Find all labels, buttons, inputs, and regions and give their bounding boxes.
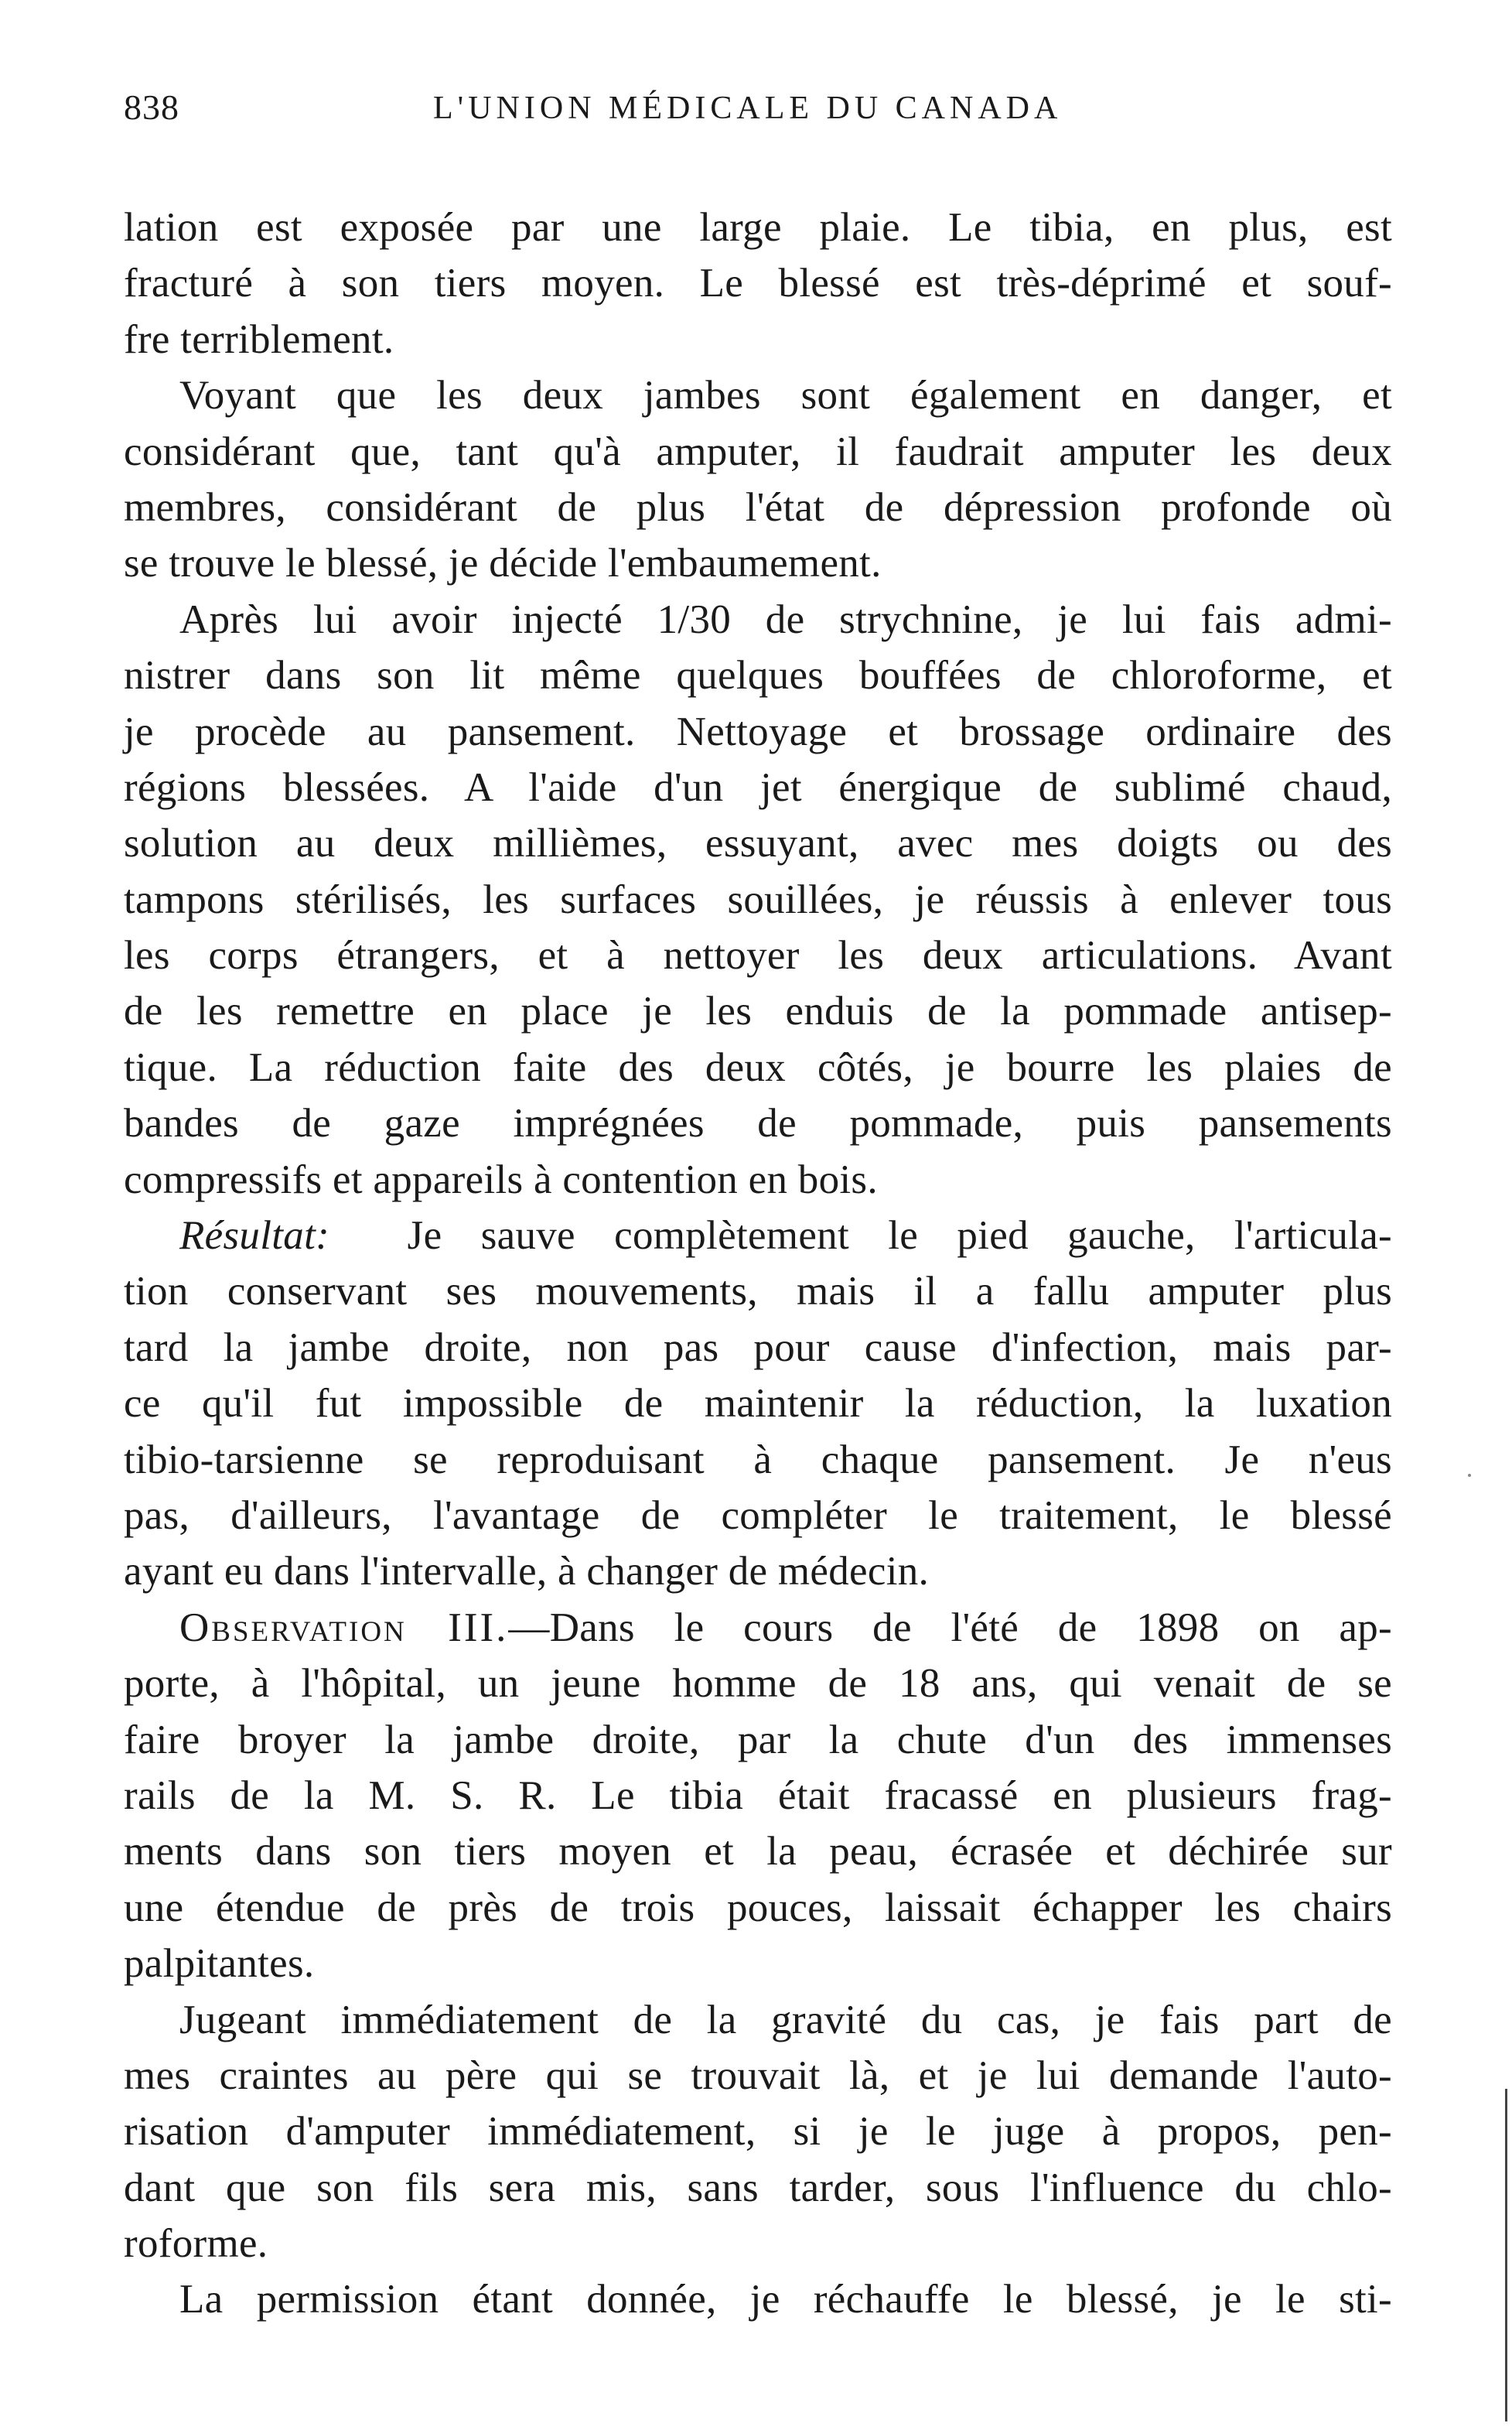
text-line: Jugeant immédiatement de la gravité du cas, je fais part de xyxy=(179,1997,1392,2042)
text-line: palpitantes. xyxy=(124,1941,315,1987)
text-line: tion conservant ses mouvements, mais il a fallu amputer plus xyxy=(124,1269,1392,1314)
resultat-label: Résultat: xyxy=(179,1213,330,1259)
text-line: fre terriblement. xyxy=(124,316,394,362)
text-line: risation d'amputer immédiatement, si je le juge à propos, pen- xyxy=(124,2109,1392,2155)
text-line: dant que son fils sera mis, sans tarder, sous l'influence du chlo- xyxy=(124,2165,1392,2210)
text-line: solution au deux millièmes, essuyant, avec mes doigts ou des xyxy=(124,821,1392,866)
text-line: bandes de gaze imprégnées de pommade, puis pansements xyxy=(124,1101,1392,1147)
text-line-content: Je sauve complètement le pied gauche, l'articula- xyxy=(407,1213,1392,1259)
text-line: membres, considérant de plus l'état de dépression profonde où xyxy=(124,484,1392,530)
text-line: faire broyer la jambe droite, par la chute d'un des immenses xyxy=(124,1717,1392,1762)
text-line: je procède au pansement. Nettoyage et brossage ordinaire des xyxy=(124,709,1392,754)
text-line: régions blessées. A l'aide d'un jet énergique de sublimé chaud, xyxy=(124,764,1392,810)
text-line: tibio-tarsienne se reproduisant à chaque pansement. Je n'eus xyxy=(124,1437,1392,1482)
text-line: ments dans son tiers moyen et la peau, écrasée et déchirée sur xyxy=(124,1829,1392,1875)
text-line: une étendue de près de trois pouces, laissait échapper les chairs xyxy=(124,1885,1392,1930)
text-line: nistrer dans son lit même quelques bouffées de chloroforme, et xyxy=(124,653,1392,699)
text-line: pas, d'ailleurs, l'avantage de compléter le traitement, le blessé xyxy=(124,1492,1392,1538)
margin-speck xyxy=(1468,1474,1471,1477)
text-line: compressifs et appareils à contention en bois. xyxy=(124,1157,878,1202)
page-header xyxy=(124,87,1098,156)
text-line: de les remettre en place je les enduis de la pommade antisep- xyxy=(124,989,1392,1034)
text-line: Après lui avoir injecté 1/30 de strychnine, je lui fais admi- xyxy=(179,596,1392,642)
text-line: considérant que, tant qu'à amputer, il faudrait amputer les deux xyxy=(124,429,1392,474)
text-line: Voyant que les deux jambes sont également en danger, et xyxy=(179,373,1392,419)
text-line: roforme. xyxy=(124,2221,268,2267)
page-number: 838 xyxy=(124,87,179,127)
body-text xyxy=(124,200,1392,2328)
text-line-observation xyxy=(124,1600,1392,1656)
text-line: rails de la M. S. R. Le tibia était fracassé en plusieurs frag- xyxy=(124,1772,1392,1818)
text-line: se trouve le blessé, je décide l'embaumement. xyxy=(124,541,882,586)
text-line: tique. La réduction faite des deux côtés, je bourre les plaies de xyxy=(124,1044,1392,1090)
text-line: tard la jambe droite, non pas pour cause d'infection, mais par- xyxy=(124,1324,1392,1370)
running-title: L'UNION MÉDICALE DU CANADA xyxy=(433,91,1063,126)
text-line-resultat xyxy=(124,1208,1392,1263)
text-line: ce qu'il fut impossible de maintenir la réduction, la luxation xyxy=(124,1381,1392,1427)
text-line: mes craintes au père qui se trouvait là, et je lui demande l'auto- xyxy=(124,2052,1392,2098)
text-line: porte, à l'hôpital, un jeune homme de 18 ans, qui venait de se xyxy=(124,1661,1392,1707)
observation-label: Observation III. xyxy=(179,1605,509,1650)
text-line: La permission étant donnée, je réchauffe le blessé, je le sti- xyxy=(179,2277,1392,2322)
text-line: ayant eu dans l'intervalle, à changer de médecin. xyxy=(124,1549,930,1594)
text-line-content: —Dans le cours de l'été de 1898 on ap- xyxy=(508,1605,1393,1650)
text-line: lation est exposée par une large plaie. Le tibia, en plus, est xyxy=(124,205,1392,250)
text-line: tampons stérilisés, les surfaces souillées, je réussis à enlever tous xyxy=(124,877,1392,922)
text-line: fracturé à son tiers moyen. Le blessé est très-déprimé et souf- xyxy=(124,261,1392,306)
text-line: les corps étrangers, et à nettoyer les deux articulations. Avant xyxy=(124,933,1392,979)
page-edge-rule xyxy=(1505,2089,1507,2421)
